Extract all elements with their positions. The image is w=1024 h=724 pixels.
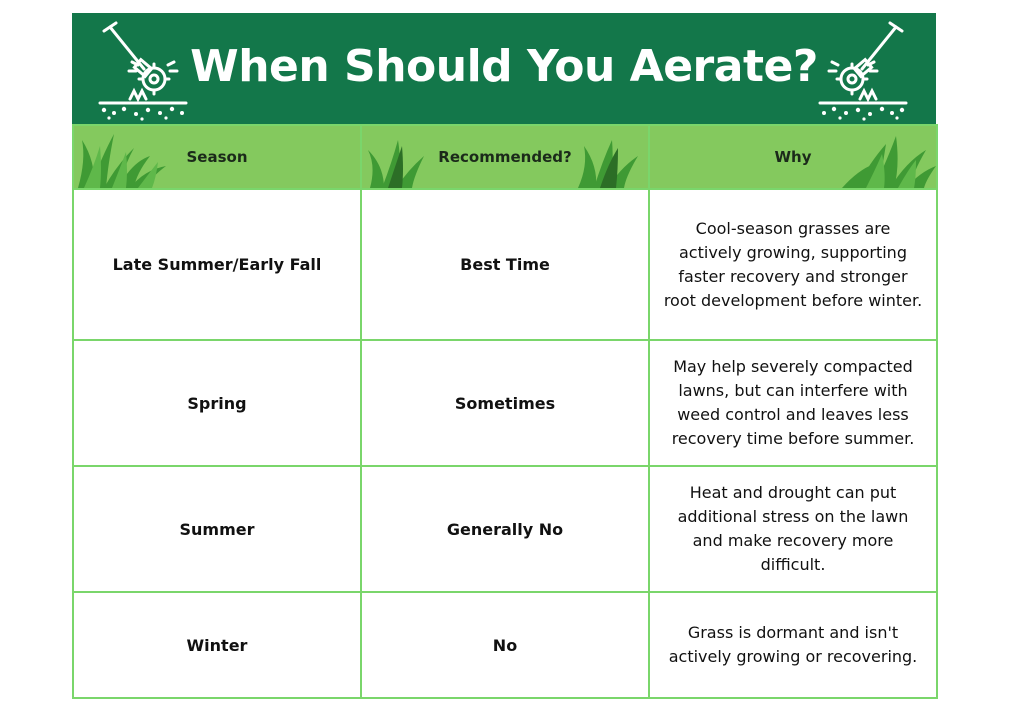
recommended-cell: Sometimes [361,340,649,466]
table-row [73,592,937,698]
why-cell: Grass is dormant and isn't actively growing or recovering. [649,592,937,698]
why-cell: Cool-season grasses are actively growing, supporting faster recovery and stronger root development before winter. [649,189,937,340]
column-header-season [73,125,361,189]
title-banner [72,13,936,124]
column-header-label: Recommended? [438,148,572,166]
aeration-table [72,124,936,704]
table-row [73,189,937,340]
why-cell: Heat and drought can put additional stress on the lawn and make recovery more difficult. [649,466,937,592]
grass-icon [362,126,432,188]
table-row [73,466,937,592]
recommended-cell: Generally No [361,466,649,592]
page-title: When Should You Aerate? [190,41,818,92]
why-cell: May help severely compacted lawns, but can interfere with weed control and leaves less recovery time before summer. [649,340,937,466]
grass-icon [74,126,184,188]
column-header-label: Why [774,148,812,166]
season-cell: Winter [73,592,361,698]
grass-icon [572,126,649,188]
table-row [73,340,937,466]
column-header-why [649,125,937,189]
season-cell: Spring [73,340,361,466]
table-header-row [73,125,937,189]
recommended-cell: No [361,592,649,698]
grass-icon [836,126,937,188]
column-header-label: Season [186,148,248,166]
recommended-cell: Best Time [361,189,649,340]
season-cell: Summer [73,466,361,592]
lawn-aerator-icon [814,21,910,121]
season-cell: Late Summer/Early Fall [73,189,361,340]
column-header-recommended [361,125,649,189]
